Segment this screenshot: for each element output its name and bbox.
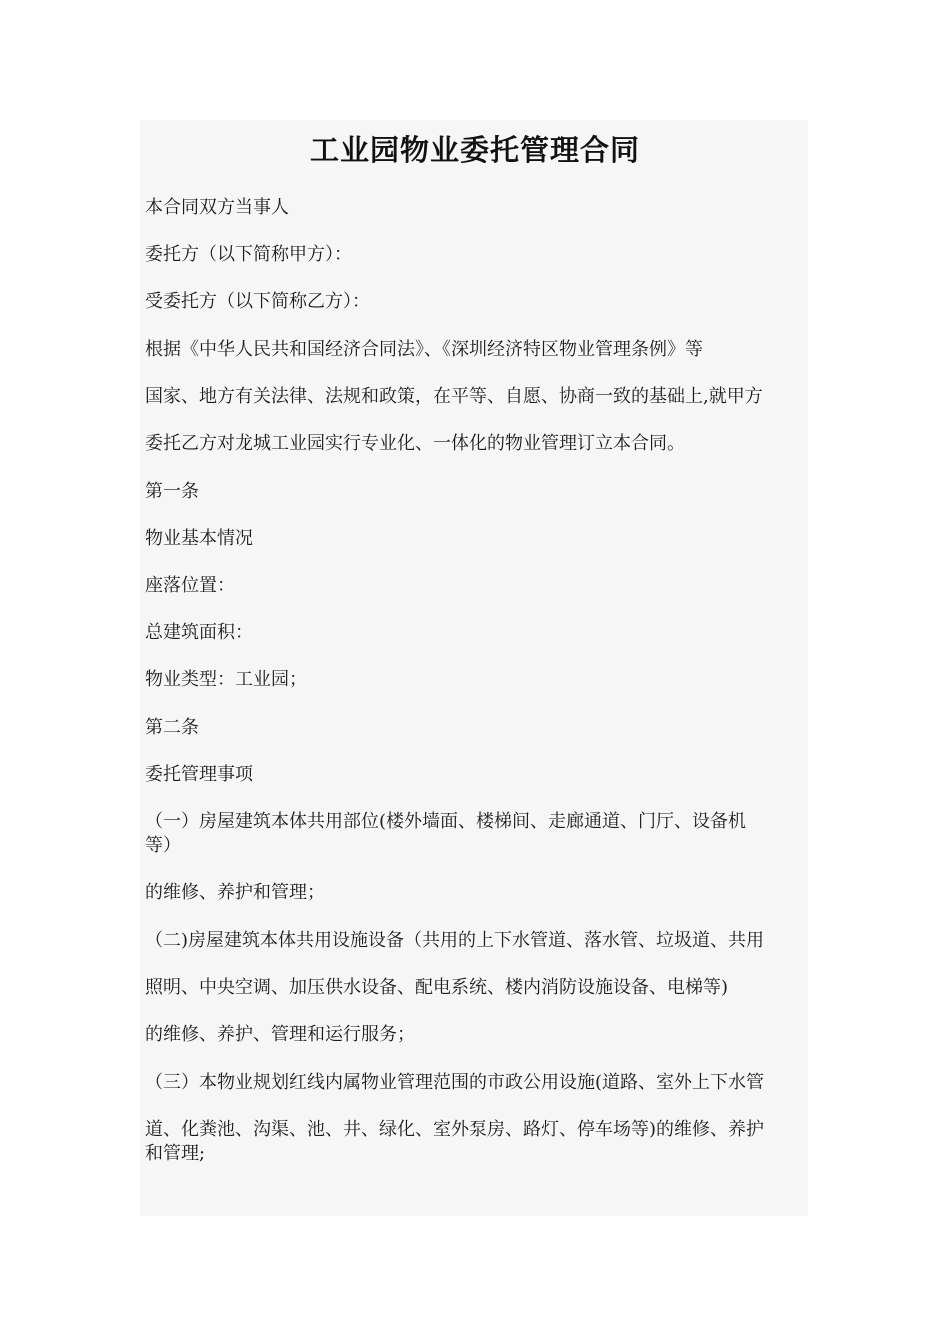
text-line: 国家、地方有关法律、法规和政策，在平等、自愿、协商一致的基础上,就甲方 <box>145 386 763 407</box>
article-heading: 第一条 <box>145 481 199 502</box>
text-line: 委托乙方对龙城工业园实行专业化、一体化的物业管理订立本合同。 <box>145 433 685 454</box>
text-line: 物业类型：工业园； <box>145 669 307 690</box>
article-heading: 第二条 <box>145 717 199 738</box>
text-line: 委托方（以下简称甲方）： <box>145 244 352 265</box>
text-line: 的维修、养护和管理； <box>145 882 325 903</box>
text-line: 道、化粪池、沟渠、池、井、绿化、室外泵房、路灯、停车场等)的维修、养护 <box>145 1119 765 1140</box>
text-line: 照明、中央空调、加压供水设备、配电系统、楼内消防设施设备、电梯等) <box>145 977 729 998</box>
text-line: 的维修、养护、管理和运行服务； <box>145 1024 415 1045</box>
text-line: 受委托方（以下简称乙方）： <box>145 291 370 312</box>
text-line: （二)房屋建筑本体共用设施设备（共用的上下水管道、落水管、垃圾道、共用 <box>145 930 765 951</box>
text-line: 总建筑面积： <box>145 622 253 643</box>
text-line: 座落位置： <box>145 575 235 596</box>
text-line: 本合同双方当事人 <box>145 197 289 218</box>
section-heading: 物业基本情况 <box>145 528 253 549</box>
section-heading: 委托管理事项 <box>145 764 253 785</box>
text-line: 等） <box>145 835 181 856</box>
text-line: （三）本物业规划红线内属物业管理范围的市政公用设施(道路、室外上下水管 <box>145 1072 765 1093</box>
text-line: 根据《中华人民共和国经济合同法》、《深圳经济特区物业管理条例》等 <box>145 339 703 360</box>
text-line: （一）房屋建筑本体共用部位(楼外墙面、楼梯间、走廊通道、门厅、设备机 <box>145 811 747 832</box>
document-title: 工业园物业委托管理合同 <box>309 133 640 167</box>
text-line: 和管理; <box>145 1143 206 1164</box>
